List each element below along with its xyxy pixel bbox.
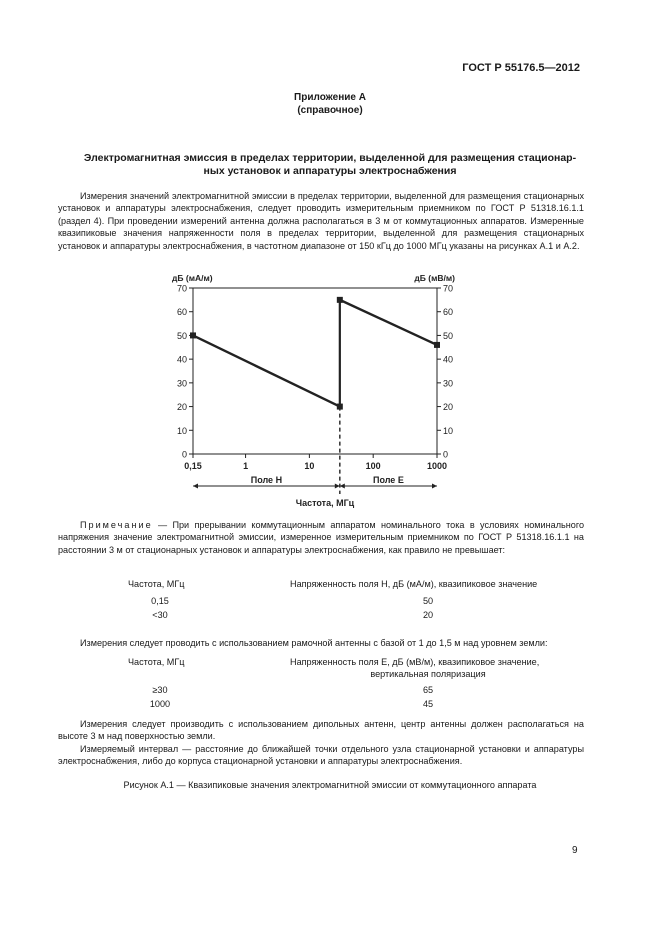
note-paragraph — [58, 519, 584, 556]
table2-row2-value: 45 — [422, 699, 434, 709]
table2-row1-value: 65 — [422, 685, 434, 695]
x-tick-label: 100 — [365, 461, 381, 471]
x-tick-label: 10 — [304, 461, 315, 471]
region-label: Поле E — [372, 475, 404, 485]
table1-row2-freq: <30 — [152, 610, 168, 620]
y-right-tick-label: 50 — [443, 330, 454, 341]
region-arrow-left — [193, 484, 198, 489]
section-title-line2: ных установок и аппаратуры электроснабжения — [203, 165, 457, 177]
section-title-line1: Электромагнитная эмиссия в пределах территории, выделенной для размещения стационар- — [83, 152, 577, 164]
table2-col1-header: Частота, МГц — [128, 657, 185, 667]
data-point-marker — [337, 297, 343, 303]
annex-subtitle: (справочное) — [297, 105, 363, 116]
y-right-tick-label: 20 — [443, 402, 454, 413]
y-left-tick-label: 30 — [176, 378, 187, 389]
x-tick-label: 0,15 — [184, 461, 202, 471]
document-code: ГОСТ Р 55176.5—2012 — [462, 62, 580, 74]
y-right-tick-label: 60 — [443, 307, 454, 318]
y-right-tick-label: 0 — [443, 449, 449, 460]
data-point-marker — [434, 342, 440, 348]
x-tick-label: 1000 — [426, 461, 448, 471]
table1-row1-freq: 0,15 — [151, 596, 169, 606]
y-right-tick-label: 70 — [443, 283, 454, 294]
note-text: — При прерывании коммутационным аппаратом номинального тока в условиях номинального напряжения значение электромагнитной эмиссии, измеренное измерительным приемником по ГОСТ Р 51318.16.1.1 на расстоянии 3 м от стационарных установок и аппаратуры электроснабжения, как правило не превышает: — [58, 520, 584, 555]
y-left-tick-label: 20 — [176, 402, 187, 413]
table2-row1-freq: ≥30 — [152, 685, 168, 695]
data-point-marker — [337, 404, 343, 410]
region-arrow-right — [432, 484, 437, 489]
y-right-tick-label: 40 — [443, 354, 454, 365]
note-label: Примечание — [80, 520, 153, 530]
y-left-tick-label: 10 — [176, 425, 187, 436]
emission-chart — [150, 268, 480, 512]
y-left-tick-label: 40 — [176, 354, 187, 365]
region-label: Поле H — [250, 475, 283, 485]
page-number: 9 — [572, 845, 578, 856]
x-axis-label: Частота, МГц — [295, 498, 355, 508]
x-tick-label: 1 — [243, 461, 249, 471]
region-arrow-right — [335, 484, 340, 489]
section-title — [40, 152, 620, 178]
figure-caption: Рисунок А.1 — Квазипиковые значения электромагнитной эмиссии от коммутационного аппарата — [123, 780, 537, 790]
data-point-marker — [190, 332, 196, 338]
table1-row1-value: 50 — [422, 596, 434, 606]
y-left-tick-label: 0 — [181, 449, 187, 460]
y-left-axis-label: дБ (мА/м) — [172, 273, 213, 283]
table1-row2-value: 20 — [422, 610, 434, 620]
y-left-tick-label: 70 — [176, 283, 187, 294]
region-arrow-left — [340, 484, 345, 489]
plot-frame — [193, 288, 437, 454]
annex-heading — [40, 91, 620, 117]
y-right-axis-label: дБ (мВ/м) — [414, 273, 455, 283]
y-right-tick-label: 30 — [443, 378, 454, 389]
y-left-tick-label: 60 — [176, 307, 187, 318]
interval-paragraph: Измеряемый интервал — расстояние до ближайшей точки отдельного узла стационарной установки и аппаратуры электроснабжения, либо до корпуса стационарной установки и аппаратуры электроснабжения. — [58, 744, 584, 767]
table2-col2-header-line2: вертикальная поляризация — [370, 669, 486, 679]
series-line-h — [193, 335, 340, 406]
annex-title: Приложение А — [294, 92, 366, 103]
loop-antenna-paragraph: Измерения следует проводить с использованием рамочной антенны с базой от 1 до 1,5 м над уровнем земли: — [80, 638, 548, 648]
y-right-tick-label: 10 — [443, 425, 454, 436]
table1-col1-header: Частота, МГц — [128, 579, 185, 589]
intro-paragraph: Измерения значений электромагнитной эмиссии в пределах территории, выделенной для размещения стационарных установок и аппаратуры электроснабжения, следует проводить измерительным приемником по ГОСТ Р 51318.16.1.1 (раздел 4). При проведении измерений антенна должна располагаться в 3 м от коммутационных аппаратов. Измеренные квазипиковые значения напряженности поля в пределах территории, выделенной для размещения стационарных установок и аппаратуры электроснабжения, в частотном диапазоне от 150 кГц до 1000 МГц указаны на рисунках А.1 и А.2. — [58, 191, 584, 251]
y-left-tick-label: 50 — [176, 330, 187, 341]
table2-col2-header-line1: Напряженность поля E, дБ (мВ/м), квазипиковое значение, — [290, 657, 540, 667]
table1-col2-header: Напряженность поля H, дБ (мА/м), квазипиковое значение — [290, 579, 538, 589]
table2-row2-freq: 1000 — [149, 699, 171, 709]
series-line-e — [340, 300, 437, 345]
dipole-paragraph: Измерения следует производить с использованием дипольных антенн, центр антенны должен располагаться на высоте 3 м над поверхностью земли. — [58, 719, 584, 742]
